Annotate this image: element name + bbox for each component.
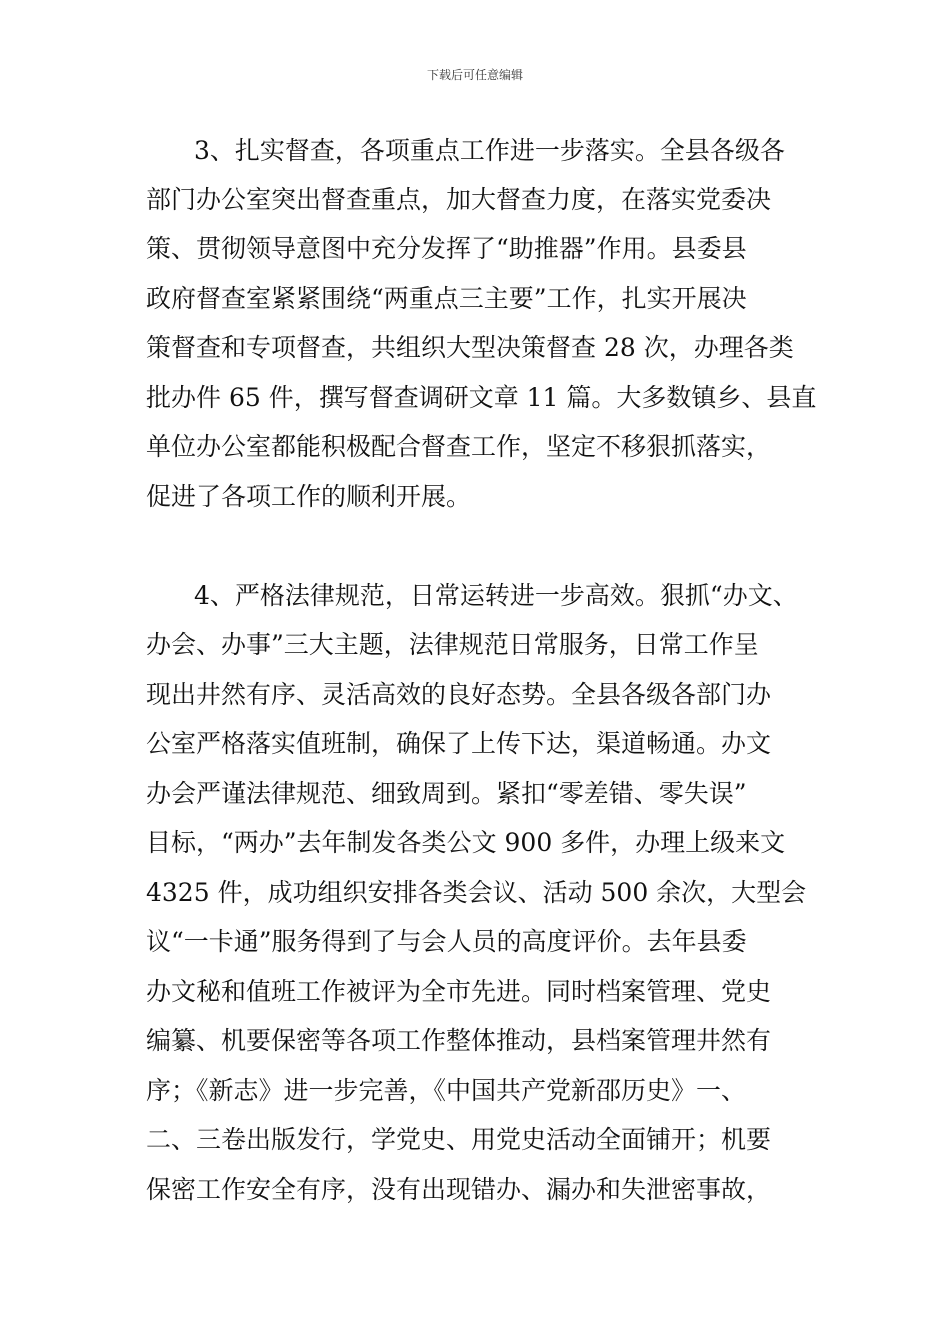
paragraph-line: 策督查和专项督查，共组织大型决策督查 28 次，办理各类	[146, 333, 794, 362]
paragraph-line: 序；《新志》进一步完善，《中国共产党新邵历史》一、	[146, 1076, 747, 1105]
paragraph-line: 保密工作安全有序，没有出现错办、漏办和失泄密事故，	[146, 1175, 772, 1204]
page-header-note: 下载后可任意编辑	[426, 68, 523, 82]
paragraph-line: 办会、办事”三大主题，法律规范日常服务，日常工作呈	[146, 630, 759, 659]
paragraph-line: 4325 件，成功组织安排各类会议、活动 500 余次，大型会	[146, 878, 807, 907]
paragraph-line: 办会严谨法律规范、细致周到。紧扣“零差错、零失误”	[146, 779, 747, 808]
paragraph-line: 政府督查室紧紧围绕“两重点三主要”工作，扎实开展决	[146, 284, 747, 313]
paragraph-line: 促进了各项工作的顺利开展。	[146, 482, 472, 511]
paragraph-line: 现出井然有序、灵活高效的良好态势。全县各级各部门办	[146, 680, 772, 709]
paragraph-line: 编纂、机要保密等各项工作整体推动，县档案管理井然有	[146, 1026, 772, 1055]
paragraph-line: 二、三卷出版发行，学党史、用党史活动全面铺开；机要	[146, 1125, 772, 1154]
paragraph-line: 单位办公室都能积极配合督查工作，坚定不移狠抓落实，	[146, 432, 772, 461]
paragraph-line: 办文秘和值班工作被评为全市先进。同时档案管理、党史	[146, 977, 772, 1006]
paragraph-line: 3、扎实督查，各项重点工作进一步落实。全县各级各	[194, 136, 785, 165]
paragraph-line: 4、严格法律规范，日常运转进一步高效。狠抓“办文、	[194, 581, 798, 610]
paragraph-line: 批办件 65 件，撰写督查调研文章 11 篇。大多数镇乡、县直	[146, 383, 817, 412]
paragraph-line: 策、贯彻领导意图中充分发挥了“助推器”作用。县委县	[146, 234, 747, 263]
paragraph-line: 议“一卡通”服务得到了与会人员的高度评价。去年县委	[146, 927, 747, 956]
paragraph-line: 公室严格落实值班制，确保了上传下达，渠道畅通。办文	[146, 729, 772, 758]
paragraph-line: 目标，“两办”去年制发各类公文 900 多件，办理上级来文	[146, 828, 786, 857]
paragraph-line: 部门办公室突出督查重点，加大督查力度，在落实党委决	[146, 185, 772, 214]
